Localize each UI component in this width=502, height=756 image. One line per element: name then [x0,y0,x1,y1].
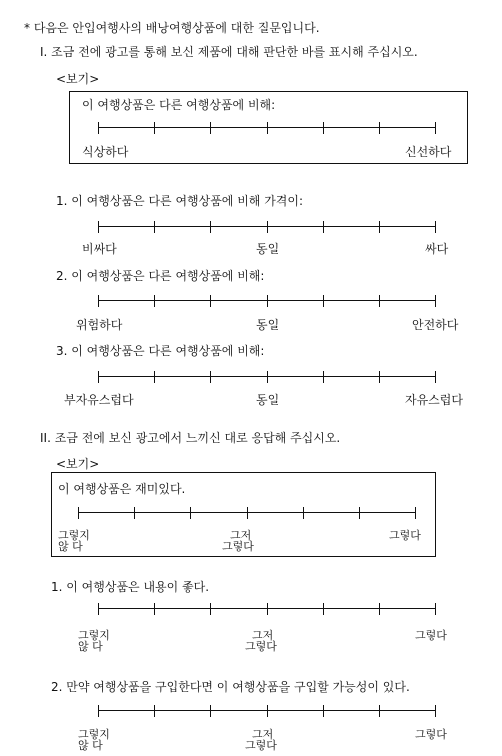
intro-text: * 다음은 안입여행사의 배낭여행상품에 대한 질문입니다. [24,21,320,35]
scale-tick[interactable] [154,603,155,615]
s1-q3-question: 3. 이 여행상품은 다른 여행상품에 비해: [56,344,265,358]
section2-example-left-label-2: 않 다 [58,540,83,553]
scale-tick[interactable] [210,705,211,717]
scale-tick[interactable] [154,371,155,383]
s1-q1-question: 1. 이 여행상품은 다른 여행상품에 비해 가격이: [56,194,304,208]
scale-tick[interactable] [154,221,155,233]
section2-example-label: <보기> [56,457,100,471]
section2-example-middle-label-1: 그저 [230,529,252,542]
scale-tick[interactable] [210,603,211,615]
s1-q3-scale[interactable] [98,371,436,383]
section2-example-statement: 이 여행상품은 재미있다. [58,482,186,496]
scale-tick[interactable] [379,295,380,307]
s1-q1-scale[interactable] [98,221,436,233]
scale-tick[interactable] [154,122,155,134]
s2-q1-scale[interactable] [98,603,436,615]
scale-tick[interactable] [379,371,380,383]
s2-q1-middle-label-2: 그렇다 [245,640,277,653]
scale-tick[interactable] [78,507,79,519]
s1-q1-left-label: 비싸다 [82,242,117,256]
scale-tick[interactable] [323,603,324,615]
s1-q1-middle-label: 동일 [256,242,280,256]
scale-tick[interactable] [267,371,268,383]
s2-q2-question: 2. 만약 여행상품을 구입한다면 이 여행상품을 구입할 가능성이 있다. [51,680,410,694]
scale-tick[interactable] [154,705,155,717]
s2-q1-left-label-1: 그렇지 [78,629,110,642]
s1-q3-middle-label: 동일 [256,393,280,407]
scale-tick[interactable] [98,122,99,134]
scale-tick[interactable] [134,507,135,519]
s1-q2-middle-label: 동일 [256,318,280,332]
s1-q2-left-label: 위험하다 [76,318,123,332]
s2-q1-right-label: 그렇다 [415,629,447,642]
s2-q2-right-label: 그렇다 [415,728,447,741]
scale-tick[interactable] [98,295,99,307]
s1-q3-right-label: 자유스럽다 [405,393,463,407]
section1-example-statement: 이 여행상품은 다른 여행상품에 비해: [82,98,276,112]
scale-tick[interactable] [267,221,268,233]
scale-tick[interactable] [379,603,380,615]
scale-tick[interactable] [323,295,324,307]
s1-q1-right-label: 싸다 [425,242,449,256]
section1-example-label: <보기> [56,72,100,86]
scale-tick[interactable] [98,705,99,717]
section1-example-right-label: 신선하다 [405,145,452,159]
scale-tick[interactable] [435,221,436,233]
scale-tick[interactable] [323,221,324,233]
s2-q2-middle-label-1: 그저 [252,728,274,741]
scale-tick[interactable] [267,122,268,134]
scale-tick[interactable] [267,705,268,717]
scale-tick[interactable] [267,603,268,615]
section2-example-left-label-1: 그렇지 [58,529,90,542]
section1-heading: I. 조금 전에 광고를 통해 보신 제품에 대해 판단한 바를 표시해 주십시오. [40,45,418,59]
scale-tick[interactable] [435,295,436,307]
s1-q2-right-label: 안전하다 [412,318,459,332]
s2-q2-left-label-2: 않 다 [78,739,103,752]
s2-q1-middle-label-1: 그저 [252,629,274,642]
scale-tick[interactable] [415,507,416,519]
scale-tick[interactable] [435,371,436,383]
section2-heading: II. 조금 전에 보신 광고에서 느끼신 대로 응답해 주십시오. [40,431,341,445]
scale-tick[interactable] [98,221,99,233]
scale-tick[interactable] [435,705,436,717]
scale-tick[interactable] [323,122,324,134]
s2-q1-left-label-2: 않 다 [78,640,103,653]
s1-q3-left-label: 부자유스럽다 [64,393,134,407]
scale-tick[interactable] [323,705,324,717]
section1-example-scale[interactable] [98,122,436,134]
s2-q1-question: 1. 이 여행상품은 내용이 좋다. [51,580,210,594]
s2-q2-scale[interactable] [98,705,436,717]
s2-q2-middle-label-2: 그렇다 [245,739,277,752]
scale-tick[interactable] [247,507,248,519]
scale-tick[interactable] [379,221,380,233]
scale-tick[interactable] [435,122,436,134]
scale-tick[interactable] [379,122,380,134]
scale-tick[interactable] [323,371,324,383]
section2-example-scale[interactable] [78,507,416,519]
s2-q2-left-label-1: 그렇지 [78,728,110,741]
section2-example-middle-label-2: 그렇다 [222,540,254,553]
scale-tick[interactable] [98,371,99,383]
scale-tick[interactable] [210,371,211,383]
scale-tick[interactable] [210,122,211,134]
s1-q2-scale[interactable] [98,295,436,307]
scale-tick[interactable] [303,507,304,519]
scale-tick[interactable] [359,507,360,519]
scale-tick[interactable] [190,507,191,519]
scale-tick[interactable] [267,295,268,307]
s1-q2-question: 2. 이 여행상품은 다른 여행상품에 비해: [56,269,265,283]
scale-tick[interactable] [210,221,211,233]
scale-tick[interactable] [98,603,99,615]
scale-tick[interactable] [154,295,155,307]
scale-tick[interactable] [435,603,436,615]
section1-example-left-label: 식상하다 [82,145,129,159]
section2-example-right-label: 그렇다 [389,529,421,542]
scale-tick[interactable] [210,295,211,307]
scale-tick[interactable] [379,705,380,717]
